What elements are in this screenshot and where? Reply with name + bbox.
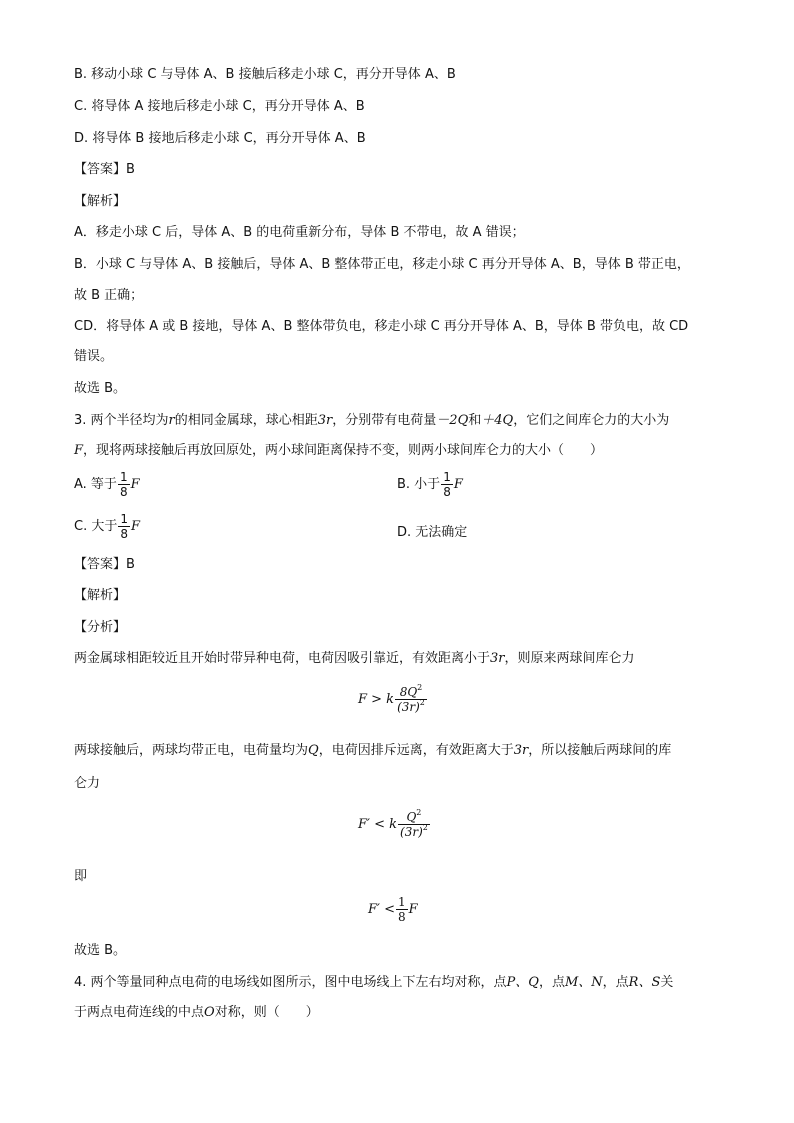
q3-option-d: D. 无法确定: [397, 525, 468, 540]
fraction-one-eighth: $\frac{1}{8}$: [443, 470, 451, 499]
q2-analysis-cd-line2: 错误。: [74, 349, 114, 364]
q3-stem-line2: F，现将两球接触后再放回原处，两小球间距离保持不变，则两小球间库仑力的大小（ ）: [74, 443, 604, 458]
q4-stem-line1: 4. 两个等量同种点电荷的电场线如图所示，图中电场线上下左右均对称，点P、Q，点M、N，点R、S关: [74, 975, 674, 990]
q2-analysis-b-line2: 故 B 正确；: [74, 288, 144, 303]
q2-analysis-label: 【解析】: [74, 194, 127, 209]
formula-coulomb-before: F > k $\frac{8Q^2}{(3r)^2}$: [358, 683, 425, 714]
q3-analysis-p2-line2: 仑力: [74, 776, 101, 791]
q2-option-b: B. 移动小球 C 与导体 A、B 接触后移走小球 C，再分开导体 A、B: [74, 67, 456, 82]
q3-analysis-p2-line1: 两球接触后，两球均带正电，电荷量均为Q，电荷因排斥远离，有效距离大于3r，所以接触后两球间的库: [74, 743, 672, 758]
q4-stem-line2: 于两点电荷连线的中点O对称，则（ ）: [74, 1005, 319, 1020]
q2-analysis-a: A．移走小球 C 后，导体 A、B 的电荷重新分布，导体 B 不带电，故 A 错误；: [74, 225, 525, 240]
q3-analysis-label: 【解析】: [74, 588, 127, 603]
q2-conclusion: 故选 B。: [74, 381, 127, 396]
q3-ji: 即: [74, 869, 88, 884]
q3-conclusion: 故选 B。: [74, 943, 127, 958]
formula-result: F′ < $\frac{1}{8}$ F: [368, 895, 418, 924]
q3-option-b: B. 小于 $\frac{1}{8}$ F: [397, 470, 463, 499]
q3-fenxi-label: 【分析】: [74, 620, 127, 635]
q2-analysis-cd-line1: CD．将导体 A 或 B 接地，导体 A、B 整体带负电，移走小球 C 再分开导体 A、B，导体 B 带负电，故 CD: [74, 319, 689, 334]
q3-analysis-p1: 两金属球相距较近且开始时带异种电荷，电荷因吸引靠近，有效距离小于3r，则原来两球间库仑力: [74, 651, 635, 666]
q2-answer: 【答案】B: [74, 162, 135, 177]
q3-option-c: C. 大于 $\frac{1}{8}$ F: [74, 512, 141, 541]
q3-answer: 【答案】B: [74, 557, 135, 572]
q2-option-c: C. 将导体 A 接地后移走小球 C，再分开导体 A、B: [74, 99, 365, 114]
fraction-one-eighth: $\frac{1}{8}$: [120, 512, 128, 541]
fraction-one-eighth: $\frac{1}{8}$: [119, 470, 128, 499]
q2-analysis-b-line1: B．小球 C 与导体 A、B 接触后，导体 A、B 整体带正电，移走小球 C 再分开导体 A、B，导体 B 带正电，: [74, 257, 690, 272]
q3-option-a: A. 等于 $\frac{1}{8}$ F: [74, 470, 140, 499]
q2-option-d: D. 将导体 B 接地后移走小球 C，再分开导体 A、B: [74, 131, 366, 146]
formula-coulomb-after: F′ < k $\frac{Q^2}{(3r)^2}$: [358, 808, 428, 839]
q3-stem-line1: 3. 两个半径均为r的相同金属球，球心相距3r，分别带有电荷量－2Q和＋4Q，它们之间库仑力的大小为: [74, 413, 670, 428]
